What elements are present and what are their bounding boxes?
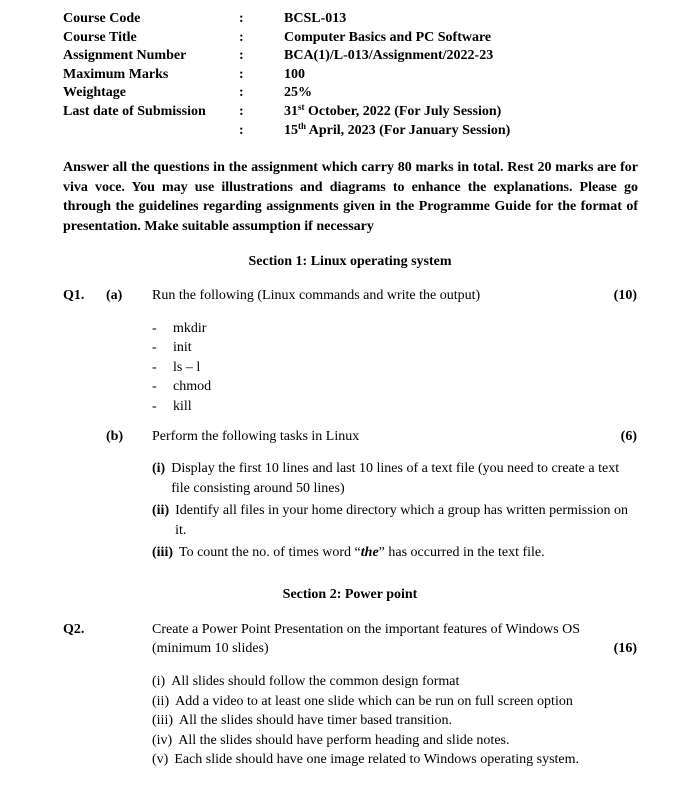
q2-marks: (16): [613, 641, 637, 656]
info-label: Last date of Submission: [63, 103, 206, 119]
q1a-marks: (10): [613, 288, 637, 303]
command-list: [152, 319, 211, 416]
info-colon: :: [239, 66, 244, 82]
info-colon: :: [239, 48, 244, 64]
list-item: (iv) All the slides should have perform heading and slide notes.: [152, 732, 510, 748]
info-value: BCA(1)/L-013/Assignment/2022-23: [284, 48, 494, 64]
info-value: 15th April, 2023 (For January Session): [284, 120, 511, 138]
info-label: Assignment Number: [63, 48, 187, 64]
info-colon: :: [239, 11, 244, 26]
section-1-title: Section 1: Linux operating system: [248, 254, 452, 269]
info-colon: :: [239, 122, 244, 138]
course-info-table: [63, 10, 543, 140]
q2-number: Q2.: [63, 622, 85, 637]
list-item: (ii) Identify all files in your home directory which a group has written permission on it.: [152, 503, 629, 538]
info-row-course-title: [63, 29, 543, 48]
list-item: - ls – l: [152, 359, 201, 375]
q2-requirement-list: [152, 672, 579, 770]
list-item: - kill: [152, 398, 192, 414]
info-row-assignment-number: [63, 47, 543, 66]
info-colon: :: [239, 29, 244, 45]
info-value: BCSL-013: [284, 11, 347, 26]
list-item: (i) Display the first 10 lines and last 10 lines of a text file (you need to create a text file consisting around 50 lines): [152, 461, 620, 496]
info-label: Course Code: [63, 11, 141, 26]
list-item: (ii) Add a video to at least one slide which can be run on full screen option: [152, 693, 573, 709]
list-item: (v) Each slide should have one image related to Windows operating system.: [152, 752, 580, 768]
list-item: (iii) To count the no. of times word “the” has occurred in the text file.: [152, 545, 545, 560]
q1a-label: (a): [106, 288, 123, 303]
q2-text-line2: (minimum 10 slides): [152, 641, 269, 656]
info-value: 100: [284, 66, 305, 82]
instructions-paragraph: Answer all the questions in the assignment which carry 80 marks in total. Rest 20 marks are for viva voce. You may use illustrations and diagrams to enhance the explanations. Please go through the guidelines regarding assignments given in the Programme Guide for the format of presentation. Make suitable assumption if necessary: [63, 160, 638, 234]
info-row-submission-date: [63, 103, 543, 122]
info-colon: :: [239, 85, 244, 101]
list-item: - chmod: [152, 379, 212, 395]
q1b-label: (b): [106, 429, 124, 444]
q1b-text: Perform the following tasks in Linux: [152, 429, 360, 444]
info-value: Computer Basics and PC Software: [284, 29, 492, 45]
info-colon: :: [239, 103, 244, 119]
q1-number: Q1.: [63, 288, 85, 303]
list-item: (i) All slides should follow the common design format: [152, 674, 460, 689]
info-row-weightage: [63, 84, 543, 103]
q1b-task-list: [152, 459, 640, 566]
list-item: (iii) All the slides should have timer based transition.: [152, 713, 452, 729]
info-row-submission-date-2: [63, 122, 543, 141]
list-item: - mkdir: [152, 321, 207, 336]
info-row-maximum-marks: [63, 66, 543, 85]
info-label: Weightage: [63, 85, 126, 101]
section-2-title: Section 2: Power point: [282, 587, 418, 602]
q1a-text: Run the following (Linux commands and write the output): [152, 288, 481, 303]
info-label: Course Title: [63, 29, 137, 45]
info-label: Maximum Marks: [63, 66, 169, 82]
list-item: - init: [152, 340, 192, 356]
info-value: 31st October, 2022 (For July Session): [284, 101, 502, 119]
info-value: 25%: [284, 85, 312, 101]
q1b-marks: (6): [620, 429, 637, 444]
info-row-course-code: [63, 10, 543, 29]
q2-text-line1: Create a Power Point Presentation on the important features of Windows OS: [152, 622, 581, 637]
